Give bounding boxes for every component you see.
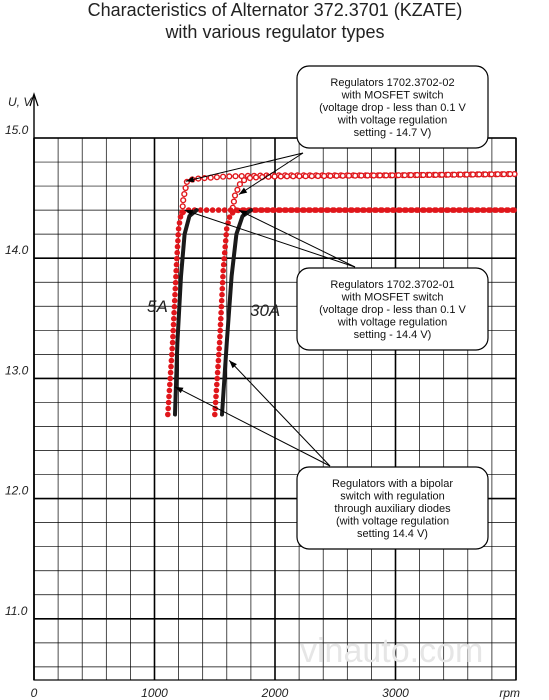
y-tick-label: 14.0 — [5, 243, 29, 258]
data-point — [169, 352, 175, 358]
data-point — [248, 176, 253, 181]
data-point — [316, 174, 321, 179]
data-point — [415, 207, 421, 213]
x-axis-label: rpm — [499, 686, 520, 700]
data-point — [439, 207, 445, 213]
callout-text-line: (voltage drop - less than 0.1 V — [319, 102, 466, 114]
data-point — [204, 207, 210, 213]
curve-label-5a: 5A — [147, 297, 168, 316]
data-point — [334, 173, 339, 178]
y-tick-label: 15.0 — [5, 123, 29, 137]
x-tick-label: 0 — [30, 686, 38, 700]
data-point — [224, 226, 230, 232]
data-point — [166, 394, 172, 400]
data-point — [230, 210, 236, 216]
data-point — [173, 280, 179, 286]
data-point — [463, 207, 469, 213]
data-point — [174, 256, 180, 262]
data-point — [355, 207, 361, 213]
callout-text-line: Regulators with a bipolar — [331, 478, 454, 491]
data-point — [222, 244, 228, 250]
data-point — [210, 207, 216, 213]
data-point — [451, 207, 457, 213]
data-point — [328, 174, 333, 179]
data-point — [218, 322, 224, 328]
data-point — [499, 207, 505, 213]
data-point — [242, 178, 247, 183]
data-point — [373, 207, 379, 213]
data-point — [232, 199, 237, 204]
data-point — [313, 207, 319, 213]
data-point — [402, 173, 407, 178]
data-point — [427, 207, 433, 213]
y-tick-labels — [5, 123, 29, 618]
data-point — [365, 173, 370, 178]
data-point — [322, 174, 327, 179]
axes — [30, 94, 38, 680]
data-point — [233, 174, 238, 179]
chart-title-line-1: Characteristics of Alternator 372.3701 (KZATE) — [87, 0, 463, 20]
callout-text-line: with voltage regulation — [337, 316, 448, 329]
data-point — [331, 207, 337, 213]
data-point — [285, 174, 290, 179]
data-point — [303, 174, 308, 179]
data-point — [213, 394, 219, 400]
callout-text-line: Regulators 1702.3702-02 — [330, 77, 455, 90]
data-point — [220, 274, 226, 280]
data-point — [221, 262, 227, 268]
data-point — [347, 173, 352, 178]
data-point — [475, 207, 481, 213]
callout-text-line: with MOSFET switch — [341, 291, 444, 304]
data-point — [168, 364, 174, 370]
data-point — [421, 207, 427, 213]
data-point — [216, 352, 222, 358]
x-tick-labels — [31, 686, 410, 700]
data-point — [170, 328, 176, 334]
data-point — [433, 173, 438, 178]
data-point — [254, 175, 259, 180]
data-point — [272, 174, 277, 179]
annotation-callouts — [297, 66, 488, 549]
data-point — [511, 207, 517, 213]
data-point — [222, 207, 228, 213]
callout-text-line: with voltage regulation — [337, 114, 448, 127]
data-point — [214, 376, 220, 382]
data-point — [216, 358, 222, 364]
data-point — [379, 207, 385, 213]
data-point — [278, 174, 283, 179]
data-point — [391, 207, 397, 213]
data-point — [214, 382, 220, 388]
data-point — [227, 174, 232, 179]
data-point — [171, 310, 177, 316]
data-point — [445, 207, 451, 213]
callout-1 — [297, 66, 488, 148]
callout-text-line: (with voltage regulation — [335, 515, 450, 528]
data-point — [223, 238, 229, 244]
data-point — [169, 358, 175, 364]
data-point — [175, 232, 181, 238]
data-point — [173, 286, 179, 292]
data-point — [165, 412, 171, 418]
data-point — [495, 172, 500, 177]
data-point — [172, 304, 178, 310]
data-point — [215, 175, 220, 180]
data-point — [219, 292, 225, 298]
data-point — [409, 207, 415, 213]
data-point — [433, 207, 439, 213]
data-point — [175, 238, 181, 244]
data-point — [477, 172, 482, 177]
callout-text-line: setting - 14.4 V) — [353, 328, 432, 341]
data-point — [167, 376, 173, 382]
data-point — [171, 322, 177, 328]
callout-3 — [297, 467, 488, 549]
data-point — [172, 292, 178, 298]
data-point — [220, 280, 226, 286]
callout-text-line: with MOSFET switch — [341, 89, 444, 102]
watermark: vinauto.com — [300, 632, 484, 670]
data-point — [177, 220, 183, 226]
data-point — [167, 388, 173, 394]
callout-text-line: setting - 14.7 V) — [353, 126, 432, 139]
data-point — [218, 316, 224, 322]
data-point — [301, 207, 307, 213]
data-point — [471, 172, 476, 177]
data-point — [219, 304, 225, 310]
data-point — [170, 340, 176, 346]
data-point — [235, 187, 240, 192]
callout-2 — [297, 268, 488, 350]
data-point — [174, 262, 180, 268]
data-point — [385, 207, 391, 213]
data-point — [458, 172, 463, 177]
data-point — [165, 406, 171, 412]
data-point — [217, 340, 223, 346]
data-point — [493, 207, 499, 213]
data-point — [397, 207, 403, 213]
data-point — [265, 207, 271, 213]
data-point — [289, 207, 295, 213]
data-point — [307, 207, 313, 213]
data-point — [505, 207, 511, 213]
data-point — [220, 268, 226, 274]
data-point — [216, 346, 222, 352]
data-point — [173, 274, 179, 280]
y-tick-label: 11.0 — [5, 603, 28, 618]
chart-title-line-2: with various regulator types — [165, 22, 385, 42]
data-point — [371, 173, 376, 178]
data-point — [182, 192, 187, 197]
data-point — [446, 172, 451, 177]
data-point — [349, 207, 355, 213]
data-point — [175, 244, 181, 250]
data-point — [220, 286, 226, 292]
data-point — [367, 207, 373, 213]
data-point — [217, 334, 223, 340]
data-point — [222, 250, 228, 256]
data-point — [218, 310, 224, 316]
data-point — [181, 198, 186, 203]
data-point — [343, 207, 349, 213]
data-point — [390, 173, 395, 178]
data-point — [452, 172, 457, 177]
data-point — [215, 370, 221, 376]
callout-text-line: Regulators 1702.3702-01 — [330, 279, 455, 292]
data-point — [283, 207, 289, 213]
x-tick-label: 3000 — [382, 686, 409, 700]
data-point — [277, 207, 283, 213]
data-point — [483, 172, 488, 177]
data-point — [319, 207, 325, 213]
data-point — [221, 256, 227, 262]
data-point — [421, 173, 426, 178]
data-point — [502, 172, 507, 177]
data-point — [216, 207, 222, 213]
data-point — [217, 328, 223, 334]
data-point — [353, 173, 358, 178]
callout-text-line: switch with regulation — [340, 490, 445, 503]
data-point — [173, 268, 179, 274]
data-point — [259, 207, 265, 213]
data-point — [168, 370, 174, 376]
x-tick-label: 1000 — [141, 686, 168, 700]
data-point — [233, 193, 238, 198]
data-point — [172, 298, 178, 304]
callout-arrow-line — [229, 360, 330, 466]
data-point — [309, 174, 314, 179]
y-tick-label: 13.0 — [5, 363, 29, 378]
callout-text-line: through auxiliary diodes — [334, 503, 451, 515]
data-point — [295, 207, 301, 213]
callout-text-line: setting 14.4 V) — [357, 527, 428, 540]
data-point — [214, 388, 220, 394]
data-point — [171, 316, 177, 322]
data-point — [415, 173, 420, 178]
data-point — [464, 172, 469, 177]
callout-text-line: (voltage drop - less than 0.1 V — [319, 304, 466, 316]
data-point — [378, 173, 383, 178]
data-point — [238, 182, 243, 187]
data-point — [166, 400, 172, 406]
data-point — [213, 400, 219, 406]
data-point — [457, 207, 463, 213]
data-point — [174, 250, 180, 256]
data-point — [169, 346, 175, 352]
data-point — [337, 207, 343, 213]
curve-label-30a: 30A — [250, 301, 281, 320]
data-point — [180, 204, 185, 209]
data-point — [508, 172, 513, 177]
data-point — [167, 382, 173, 388]
data-point — [183, 186, 188, 191]
data-point — [481, 207, 487, 213]
data-point — [291, 174, 296, 179]
data-point — [340, 173, 345, 178]
data-point — [271, 207, 277, 213]
x-tick-label: 2000 — [261, 686, 289, 700]
data-point — [170, 334, 176, 340]
data-point — [427, 173, 432, 178]
data-point — [215, 364, 221, 370]
y-axis-label: U, V — [8, 95, 32, 109]
data-point — [325, 207, 331, 213]
data-point — [384, 173, 389, 178]
data-point — [396, 173, 401, 178]
data-point — [212, 412, 218, 418]
y-tick-label: 12.0 — [5, 483, 29, 498]
data-point — [219, 298, 225, 304]
data-point — [489, 172, 494, 177]
data-point — [253, 207, 259, 213]
data-point — [409, 173, 414, 178]
data-point — [176, 226, 182, 232]
data-point — [440, 172, 445, 177]
data-point — [361, 207, 367, 213]
data-point — [178, 214, 184, 220]
data-point — [297, 174, 302, 179]
data-point — [403, 207, 409, 213]
data-point — [469, 207, 475, 213]
data-point — [359, 173, 364, 178]
data-point — [221, 174, 226, 179]
data-point — [223, 232, 229, 238]
data-point — [487, 207, 493, 213]
